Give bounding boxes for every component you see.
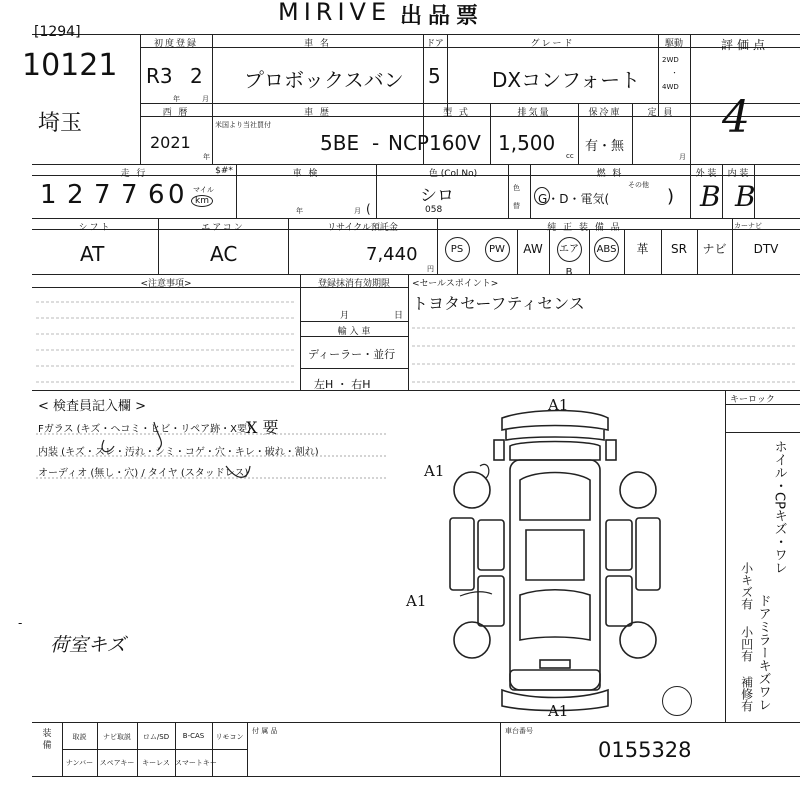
glass-x-mark: X 要 [246,418,279,437]
mileage-digit-1: 1 [40,180,57,210]
label-aircon: エアコン [201,223,245,233]
option-label: SR [671,242,687,256]
sales-point-value: トヨタセーフティセンス [412,294,585,313]
fuel-g-circle [534,187,550,205]
option-7 [661,237,697,262]
mileage-digit-6: 0 [168,180,185,210]
lot-bracket: [1294] [34,24,81,40]
label-color: 色 (Col.No) [428,169,478,179]
model-code-prefix: 5BE [320,131,360,155]
miles-label: マイル [193,186,214,194]
accessory-box-5: リモコン [215,733,244,741]
option-label: PS [445,237,470,262]
label-model-code: 型 式 [443,108,470,118]
damage-mark-rear: A1 [548,702,569,720]
color-swap-2: 替 [513,202,520,210]
label-inspector: < 検査員記入欄 > [38,399,147,414]
accessory-box-1: 取説 [72,733,87,741]
first-registration-month: 2 [190,64,203,88]
label-keylock: キーロック [730,395,775,405]
sales-lines [412,318,797,388]
note-wheel: ホイル・CPキズ・ワレ [771,440,787,574]
accessory-box-3: ロム/SD [142,733,170,741]
note-small-dent: 小凹有 [739,626,754,662]
label-displacement: 排気量 [517,108,551,118]
option-label: ナビ [702,242,727,256]
label-options: 純 正 装 備 品 [547,223,622,233]
option-label: ABS [594,237,619,262]
option-label: 革 [636,242,649,256]
caution-lines [32,288,300,388]
reg-day-label: 日 [394,311,404,321]
label-import: 輸 入 車 [337,327,371,337]
fuel-other-label: その他 [628,181,649,189]
inspection-month: 月 [354,207,361,215]
label-chassis-no: 車台番号 [505,727,533,735]
drive-4wd: 4WD [662,83,679,91]
mileage-digit-3: 7 [94,180,111,210]
cooler-value: 有・無 [585,139,625,154]
interior-value: B [735,180,756,213]
color-paren-open: ( [366,202,371,216]
month-suffix: 月 [679,153,686,161]
import-handle: 左H ・ 右H [314,378,371,391]
option-label: エアB [557,237,582,262]
label-recycle: リサイクル預託金 [327,223,398,233]
km-label: km [191,195,213,207]
year-suffix: 年 [203,153,210,161]
option-9 [732,237,800,262]
option-label: DTV [753,242,779,256]
equipment-box-2: スペアキー [99,759,135,767]
inspector-line-interior: 内装 (キズ・スレ・汚れ・シミ・コゲ・穴・キレ・破れ・割れ) [38,447,319,458]
fuel-value: G・D・電気( [538,192,610,206]
note-small-scratch: 小キズ有 [739,562,754,610]
inspection-year: 年 [296,207,303,215]
month-label: 月 [202,95,209,103]
note-mirror: ドアミラーキズワレ [755,594,771,711]
equipment-box-4: スマートキー [175,759,217,767]
damage-mark-front: A1 [548,396,569,414]
shift-value: AT [80,242,105,266]
color-swap-1: 色 [513,184,520,192]
label-inspection: 車 検 [292,169,320,179]
score-value: 4 [722,92,750,143]
label-fuel: 燃 料 [596,169,624,179]
label-model-year: 西 暦 [162,108,190,118]
equipment-box-3: キーレス [142,759,170,767]
label-capacity: 定 員 [647,108,675,118]
label-grade: グレード [530,39,575,49]
equipment-box-1: ナンバー [65,759,94,767]
car-name-value: プロボックスバン [244,68,404,92]
reg-month-label: 月 [340,311,350,321]
fuel-paren-close: ) [667,186,675,207]
margin-tick: - [18,616,23,630]
history-note: 米国より当社買付 [215,121,271,129]
option-2 [477,237,517,262]
label-fuzoku: 付 属 品 [252,727,278,735]
mileage-digit-5: 6 [148,180,165,210]
label-history: 車 歴 [304,108,331,118]
label-equipment-side: 装 備 [40,728,51,749]
car-diagram [440,400,670,720]
option-label: AW [523,242,543,256]
label-shift: シフト [78,223,112,233]
form-brand: MIRIVE [278,0,392,26]
form-title: 出品票 [400,4,485,29]
inspector-line-glass: Fガラス (キズ・ヘコミ・ヒビ・リペア跡・X要) [38,424,251,435]
doors-value: 5 [428,64,441,88]
label-registration-expiry: 登録抹消有効期限 [317,279,390,289]
label-score: 評価点 [720,38,769,52]
label-cooler: 保冷庫 [588,108,622,118]
model-code-dash: - [372,131,380,155]
chassis-number: 0155328 [598,738,692,762]
en-label: 円 [427,265,434,273]
label-sales-point: <セールスポイント> [412,279,499,289]
label-carnavi: カーナビ [734,222,762,230]
cc-label: cc [566,152,574,160]
option-3 [517,237,549,262]
option-4 [549,237,589,279]
damage-mark-left-rear: A1 [406,592,427,610]
first-registration-year: R3 [146,64,173,88]
label-caution: <注意事項> [140,279,192,289]
nendo-label: 年 [173,95,180,103]
mileage-digit-2: 2 [67,180,84,210]
lot-number: 10121 [22,48,118,83]
option-1 [437,237,477,262]
mileage-digit-4: 7 [121,180,138,210]
model-year-value: 2021 [150,133,191,152]
label-meter-swap: $#* [215,166,233,176]
color-number: 058 [425,205,443,215]
model-code-main: NCP160V [388,131,481,155]
inspector-dotted-lines [36,430,386,490]
drive-2wd: 2WD [662,56,679,64]
accessory-box-2: ナビ取説 [103,733,131,741]
import-dealer: ディーラー・並行 [308,348,396,361]
lot-region: 埼玉 [38,111,83,136]
label-exterior: 外 装 [695,169,717,179]
recycle-value: 7,440 [366,244,418,265]
option-8 [697,237,732,262]
damage-mark-left-front: A1 [424,462,445,480]
displacement-value: 1,500 [498,131,556,155]
grade-value: DXコンフォート [492,68,641,92]
label-drive: 駆動 [664,39,683,49]
handwritten-cargo-note: 荷室キズ [50,634,126,656]
drive-dot: ・ [671,69,678,77]
option-5 [589,237,624,262]
aircon-value: AC [210,242,238,266]
option-label: PW [485,237,510,262]
accessory-box-4: B-CAS [182,732,205,740]
exterior-value: B [700,180,721,213]
inspector-line-audio: オーディオ (無し・穴) / タイヤ (スタッドレス) [38,468,249,479]
label-mileage: 走 行 [120,169,148,179]
label-car-name: 車 名 [304,39,331,49]
color-name: シロ [420,186,454,206]
label-first-registration: 初度登録 [153,39,198,49]
label-doors: ドア [426,39,444,49]
option-6 [624,237,661,262]
note-repaired: 補修有 [739,676,754,712]
label-interior: 内 装 [727,169,749,179]
spare-wheel-circle [662,686,692,716]
